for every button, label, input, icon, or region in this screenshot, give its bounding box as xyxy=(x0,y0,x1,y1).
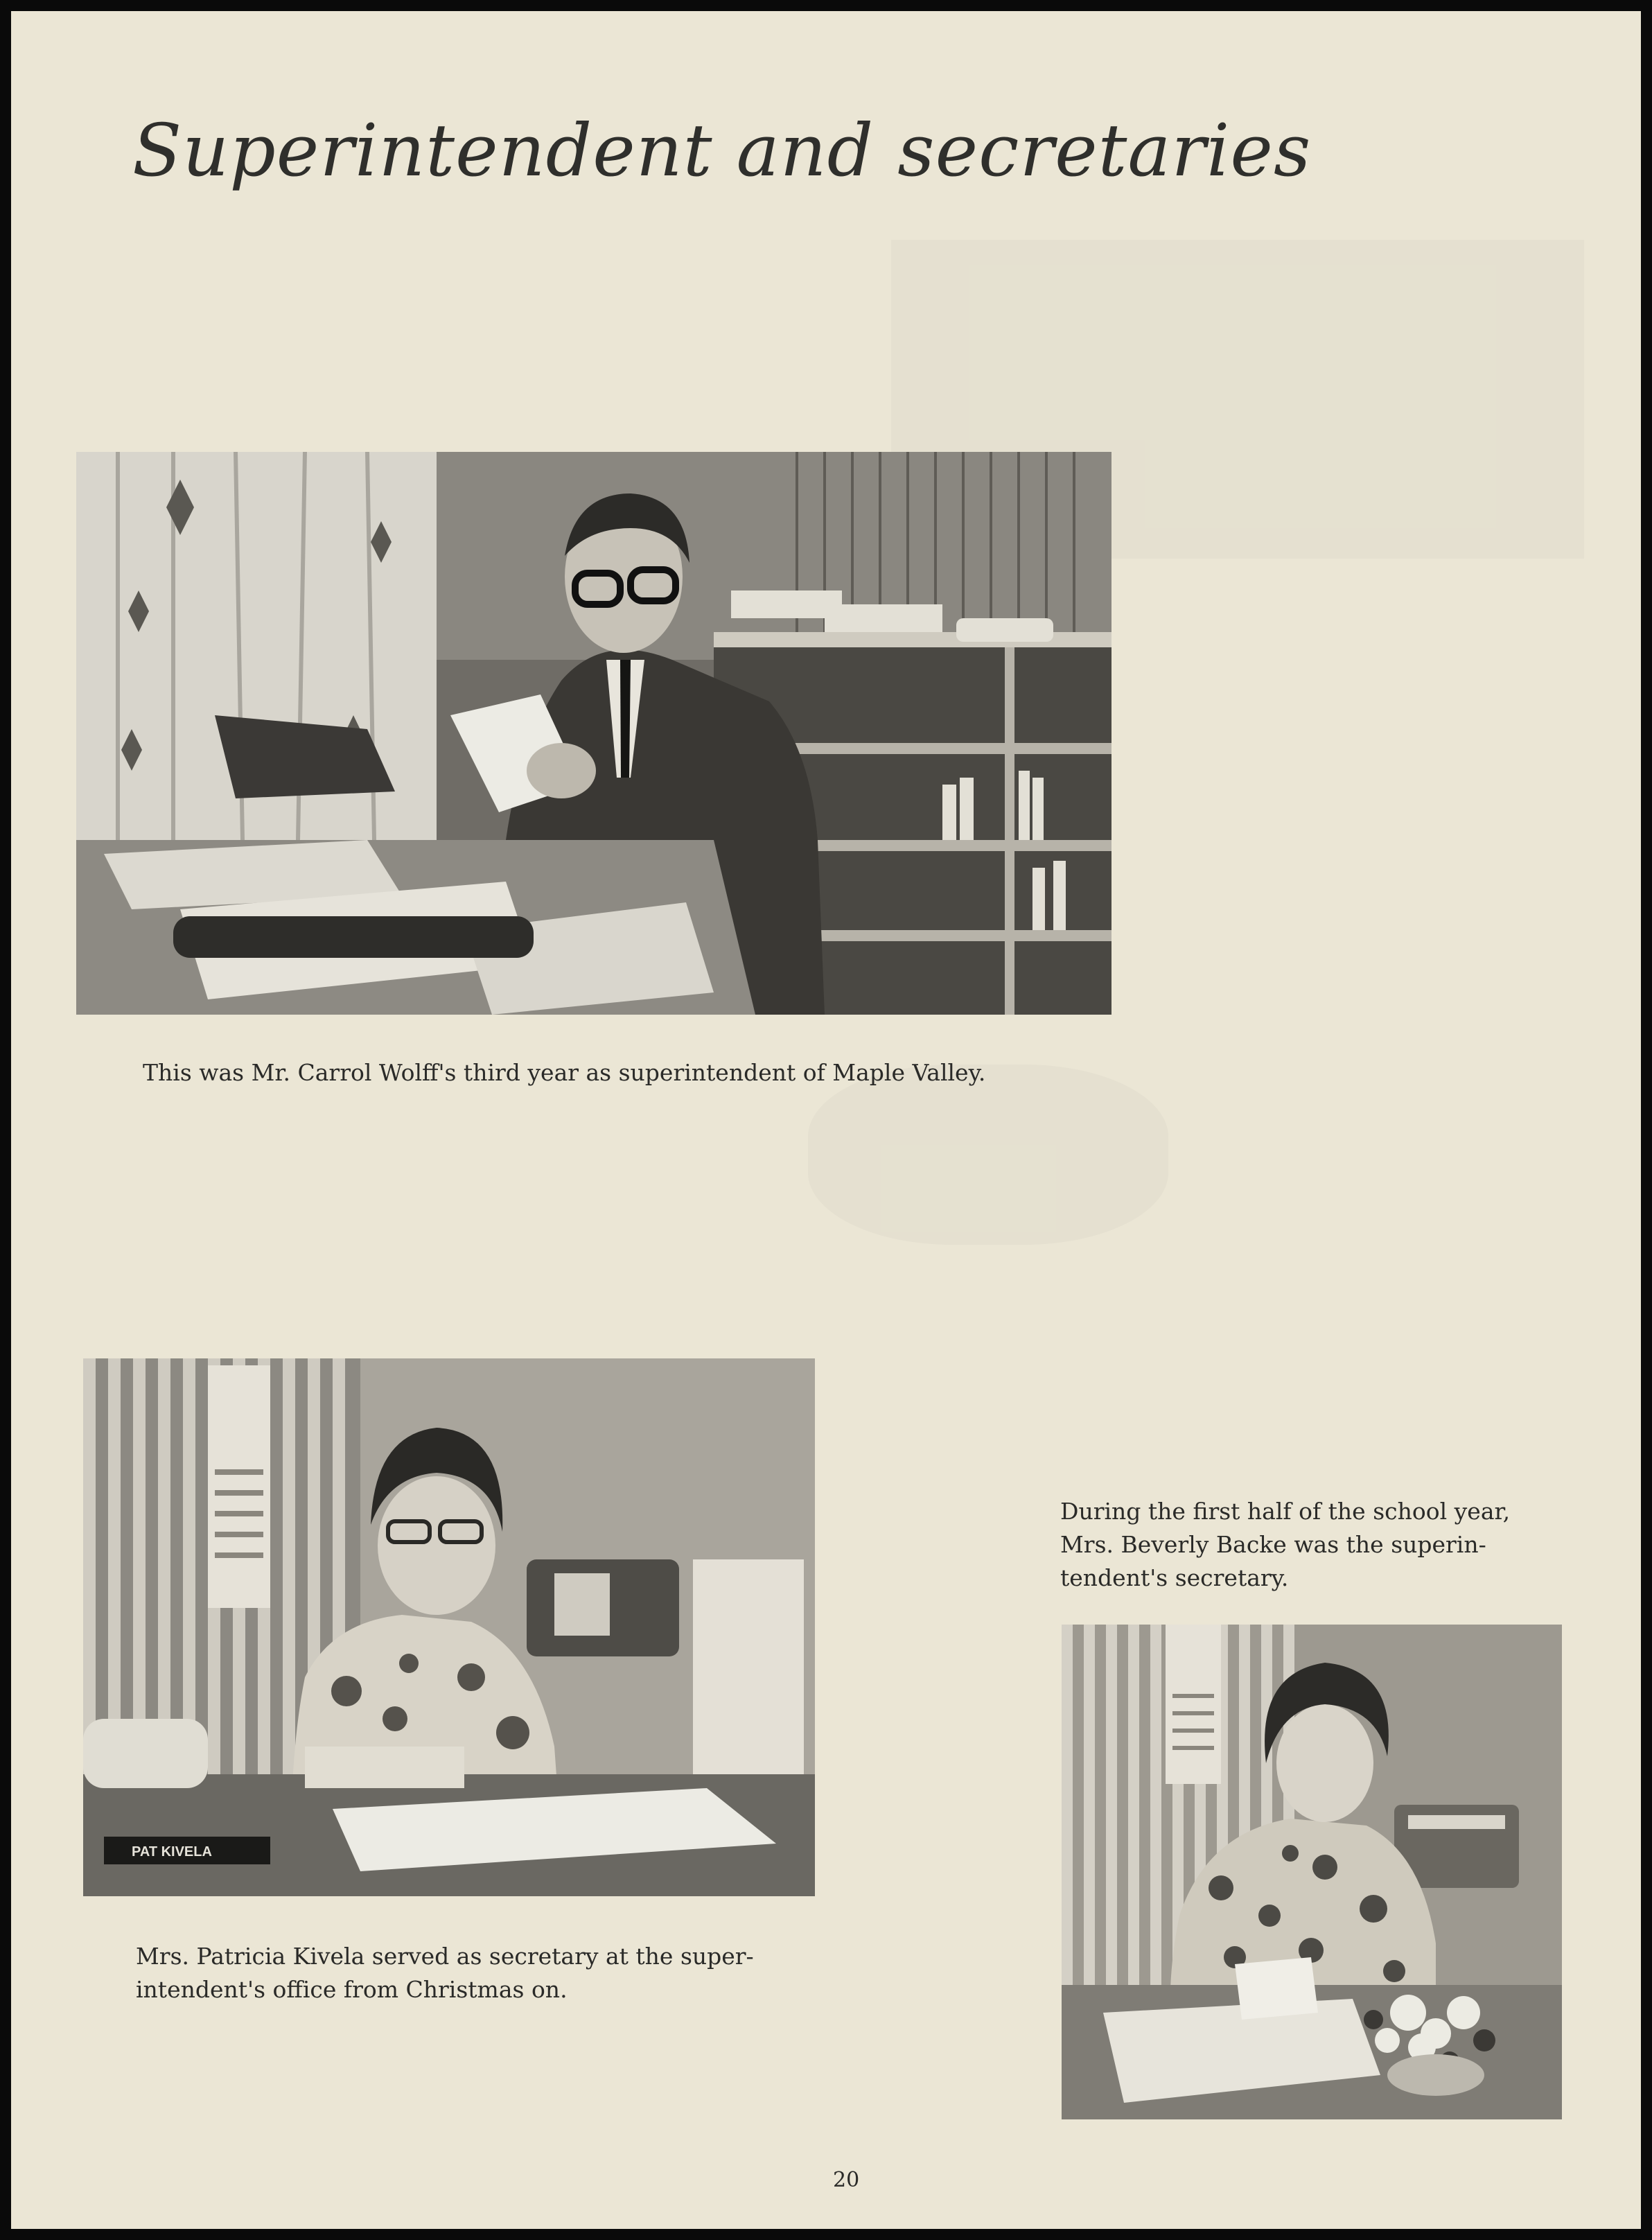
nameplate-text: PAT KIVELA xyxy=(132,1844,212,1860)
yearbook-page xyxy=(11,11,1641,2229)
show-through-shadow xyxy=(808,1065,1168,1245)
backe-photo xyxy=(1062,1625,1562,2119)
kivela-photo xyxy=(83,1358,815,1896)
page-number: 20 xyxy=(833,2168,860,2192)
page-title: Superintendent and secretaries xyxy=(132,108,1312,193)
backe-caption: During the first half of the school year, Mrs. Beverly Backe was the superin-tendent's secretary. xyxy=(1060,1498,1511,1591)
kivela-caption: Mrs. Patricia Kivela served as secretary at the super-intendent's office from Christmas on. xyxy=(136,1943,754,2003)
superintendent-caption: This was Mr. Carrol Wolff's third year as superintendent of Maple Valley. xyxy=(143,1059,986,1086)
superintendent-photo xyxy=(76,452,1111,1015)
